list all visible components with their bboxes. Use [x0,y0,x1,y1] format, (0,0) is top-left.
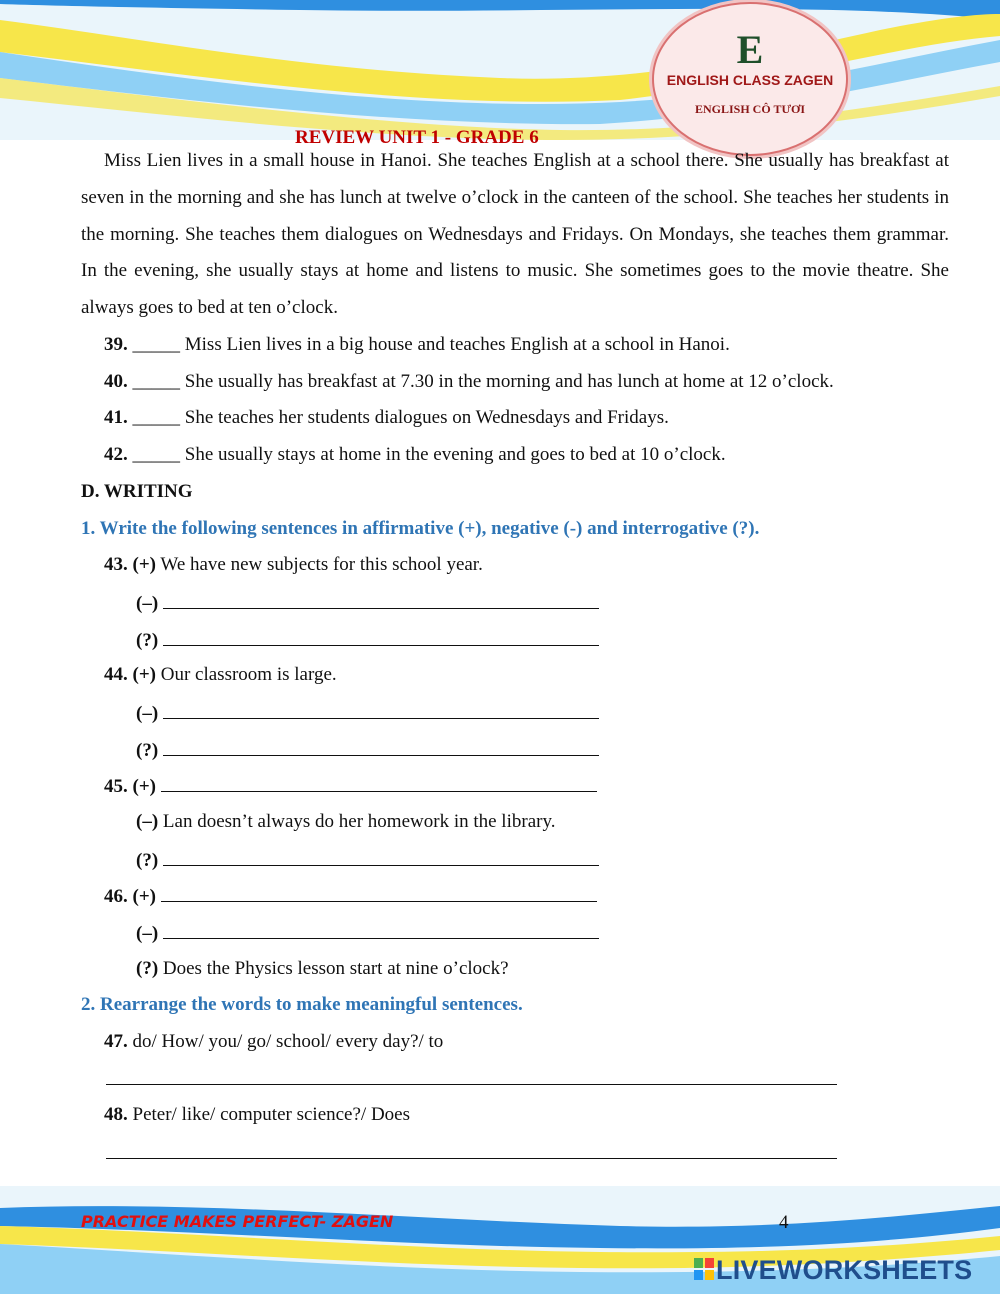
negative-marker: (–) [136,703,159,724]
brand-logo [652,2,848,156]
item-43-negative [136,590,599,616]
logo-name: ENGLISH CLASS ZAGEN [666,72,834,88]
logo-letter: E [736,27,764,72]
scrambled-words: Peter/ like/ computer science?/ Does [132,1104,411,1125]
answer-blank[interactable]: _____ [132,407,180,428]
answer-line[interactable] [163,920,599,939]
affirmative-marker: (+) [132,776,156,797]
reading-passage: Miss Lien lives in a small house in Hanoi. She teaches English at a school there. She usually has breakfast at seven in the morning and she has lunch at twelve o’clock in the canteen of the school. She teaches her students in the morning. She teaches them dialogues on Wednesdays and Fridays. On Mondays, she teaches them grammar. In the evening, she usually stays at home and listens to music. She sometimes goes to the movie theatre. She always goes to bed at ten o’clock. [81,150,949,319]
given-sentence: Our classroom is large. [160,664,337,685]
question-41 [104,406,669,430]
question-number: 40. [104,371,128,392]
item-number: 46. [104,886,128,907]
item-44-negative [136,700,599,726]
item-44-interrogative [136,737,599,763]
answer-blank[interactable]: _____ [132,371,180,392]
answer-line[interactable] [163,847,599,866]
page-title: REVIEW UNIT 1 - GRADE 6 [295,127,539,148]
item-46-negative [136,920,599,946]
interrogative-marker: (?) [136,958,159,979]
liveworksheets-text: LIVEWORKSHEETS [716,1255,973,1285]
answer-blank[interactable]: _____ [132,334,180,355]
negative-marker: (–) [136,593,159,614]
page-number: 4 [779,1212,789,1233]
question-number: 41. [104,407,128,428]
item-number: 43. [104,554,128,575]
question-text: She usually stays at home in the evening and goes to bed at 10 o’clock. [184,444,726,465]
item-46-affirmative [104,883,597,909]
question-40 [104,370,834,394]
answer-line[interactable] [161,883,597,902]
affirmative-marker: (+) [132,886,156,907]
negative-marker: (–) [136,923,159,944]
question-text: She teaches her students dialogues on Wednesdays and Fridays. [184,407,669,428]
question-number: 42. [104,444,128,465]
question-number: 39. [104,334,128,355]
answer-line[interactable] [161,773,597,792]
affirmative-marker: (+) [132,664,156,685]
writing-instruction-1: 1. Write the following sentences in affirmative (+), negative (-) and interrogative (?). [81,518,760,539]
answer-line[interactable] [163,700,599,719]
item-48 [104,1103,410,1127]
interrogative-marker: (?) [136,850,159,871]
answer-line-47[interactable] [106,1084,837,1085]
liveworksheets-icon [694,1258,714,1280]
item-number: 48. [104,1104,128,1125]
answer-line[interactable] [163,627,599,646]
item-47 [104,1030,443,1054]
given-sentence: We have new subjects for this school year. [160,554,483,575]
item-43-interrogative [136,627,599,653]
answer-line[interactable] [163,737,599,756]
item-number: 45. [104,776,128,797]
given-sentence: Lan doesn’t always do her homework in the library. [162,811,556,832]
answer-line[interactable] [163,590,599,609]
item-43-affirmative [104,553,483,577]
item-44-affirmative [104,663,337,687]
question-42 [104,443,726,467]
question-text: Miss Lien lives in a big house and teaches English at a school in Hanoi. [184,334,730,355]
item-46-interrogative [136,957,509,981]
negative-marker: (–) [136,811,159,832]
item-number: 44. [104,664,128,685]
question-text: She usually has breakfast at 7.30 in the morning and has lunch at home at 12 o’clock. [184,371,834,392]
given-sentence: Does the Physics lesson start at nine o’clock? [162,958,509,979]
interrogative-marker: (?) [136,630,159,651]
interrogative-marker: (?) [136,740,159,761]
item-number: 47. [104,1031,128,1052]
question-39 [104,333,730,357]
footer-slogan: PRACTICE MAKES PERFECT- ZAGEN [81,1212,394,1231]
scrambled-words: do/ How/ you/ go/ school/ every day?/ to [132,1031,444,1052]
affirmative-marker: (+) [132,554,156,575]
writing-instruction-2: 2. Rearrange the words to make meaningful sentences. [81,994,523,1015]
item-45-interrogative [136,847,599,873]
answer-blank[interactable]: _____ [132,444,180,465]
item-45-affirmative [104,773,597,799]
writing-heading: D. WRITING [81,481,193,502]
item-45-negative [136,810,555,834]
answer-line-48[interactable] [106,1158,837,1159]
logo-subtitle: ENGLISH CÔ TƯƠI [694,102,806,116]
